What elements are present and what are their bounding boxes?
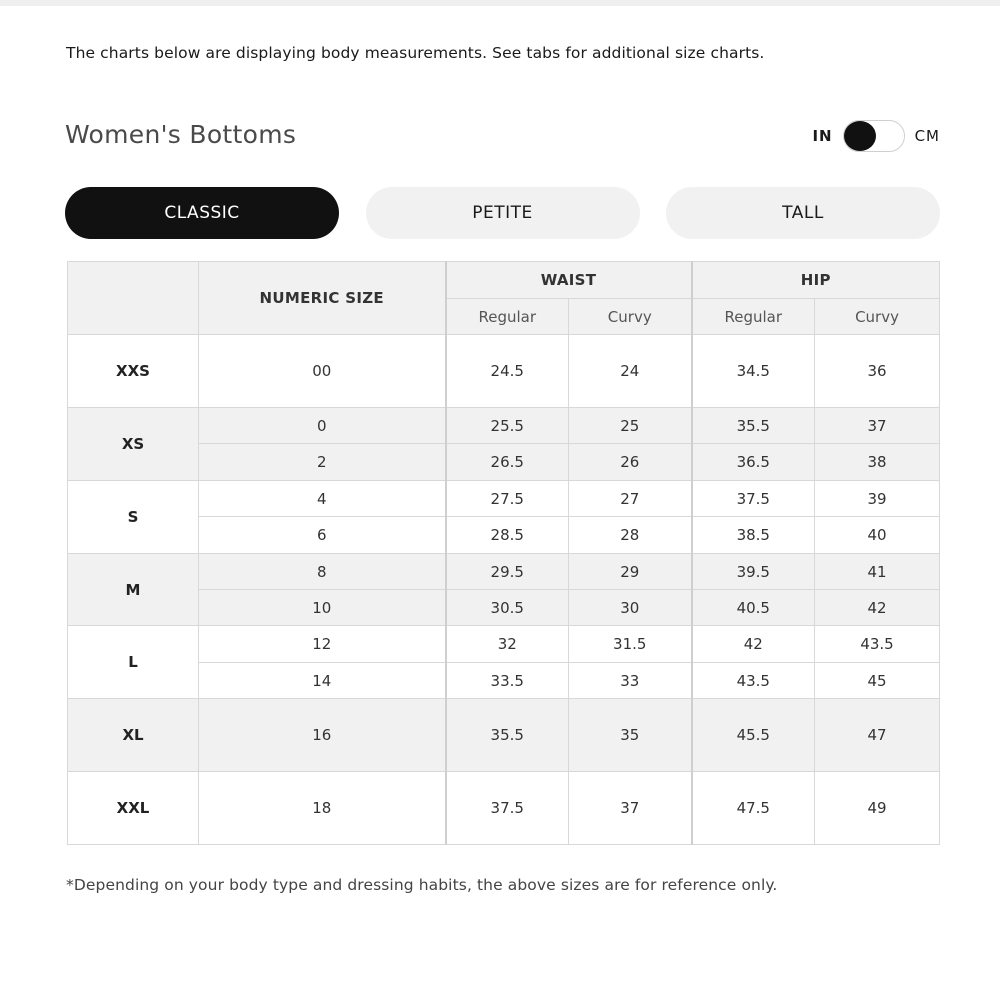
- tab-tall[interactable]: TALL: [666, 187, 940, 239]
- hip-regular-cell: 39.5: [692, 554, 815, 590]
- waist-regular-cell: 24.5: [446, 335, 569, 408]
- size-label-cell: XS: [68, 408, 199, 481]
- waist-regular-cell: 33.5: [446, 663, 569, 699]
- unit-toggle: [812, 118, 940, 154]
- hip-curvy-cell: 40: [815, 517, 940, 554]
- waist-curvy-cell: 37: [569, 772, 692, 845]
- waist-regular-cell: 27.5: [446, 481, 569, 517]
- waist-curvy-cell: 27: [569, 481, 692, 517]
- waist-regular-header: Regular: [446, 299, 569, 335]
- waist-regular-cell: 35.5: [446, 699, 569, 772]
- numeric-size-cell: 8: [199, 554, 446, 590]
- hip-regular-cell: 42: [692, 626, 815, 663]
- hip-header: HIP: [692, 262, 940, 299]
- hip-regular-cell: 45.5: [692, 699, 815, 772]
- numeric-size-cell: 4: [199, 481, 446, 517]
- hip-curvy-cell: 43.5: [815, 626, 940, 663]
- size-label-cell: M: [68, 554, 199, 626]
- size-chart-table: [67, 261, 940, 845]
- fit-tabs: [65, 187, 940, 239]
- waist-regular-cell: 37.5: [446, 772, 569, 845]
- hip-regular-cell: 37.5: [692, 481, 815, 517]
- size-label-cell: XXS: [68, 335, 199, 408]
- size-label-cell: XL: [68, 699, 199, 772]
- hip-curvy-cell: 47: [815, 699, 940, 772]
- waist-regular-cell: 32: [446, 626, 569, 663]
- tab-petite[interactable]: PETITE: [366, 187, 640, 239]
- size-label-cell: XXL: [68, 772, 199, 845]
- table-row: [68, 335, 940, 408]
- size-label-cell: L: [68, 626, 199, 699]
- waist-regular-cell: 30.5: [446, 590, 569, 626]
- hip-regular-cell: 43.5: [692, 663, 815, 699]
- table-row: [68, 408, 940, 444]
- waist-regular-cell: 26.5: [446, 444, 569, 481]
- waist-curvy-cell: 30: [569, 590, 692, 626]
- waist-curvy-cell: 35: [569, 699, 692, 772]
- table-row: [68, 444, 940, 481]
- hip-regular-cell: 38.5: [692, 517, 815, 554]
- numeric-size-cell: 10: [199, 590, 446, 626]
- section-title: Women's Bottoms: [65, 120, 297, 149]
- intro-text: The charts below are displaying body measurements. See tabs for additional size charts.: [66, 44, 765, 62]
- hip-curvy-cell: 41: [815, 554, 940, 590]
- hip-curvy-cell: 38: [815, 444, 940, 481]
- table-row: [68, 699, 940, 772]
- waist-header: WAIST: [446, 262, 692, 299]
- unit-label-in[interactable]: IN: [812, 127, 833, 145]
- hip-curvy-cell: 49: [815, 772, 940, 845]
- hip-curvy-cell: 37: [815, 408, 940, 444]
- table-row: [68, 554, 940, 590]
- tab-classic[interactable]: CLASSIC: [65, 187, 339, 239]
- numeric-size-cell: 16: [199, 699, 446, 772]
- hip-curvy-cell: 39: [815, 481, 940, 517]
- waist-curvy-header: Curvy: [569, 299, 692, 335]
- numeric-size-cell: 0: [199, 408, 446, 444]
- table-row: [68, 772, 940, 845]
- numeric-size-cell: 6: [199, 517, 446, 554]
- hip-curvy-cell: 45: [815, 663, 940, 699]
- unit-label-cm[interactable]: CM: [914, 127, 940, 145]
- waist-curvy-cell: 24: [569, 335, 692, 408]
- table-row: [68, 517, 940, 554]
- table-row: [68, 626, 940, 663]
- numeric-size-cell: 12: [199, 626, 446, 663]
- numeric-size-cell: 00: [199, 335, 446, 408]
- hip-regular-cell: 47.5: [692, 772, 815, 845]
- waist-curvy-cell: 25: [569, 408, 692, 444]
- footnote: *Depending on your body type and dressing habits, the above sizes are for reference only.: [66, 876, 778, 894]
- waist-curvy-cell: 31.5: [569, 626, 692, 663]
- numeric-size-cell: 18: [199, 772, 446, 845]
- waist-regular-cell: 29.5: [446, 554, 569, 590]
- switch-knob[interactable]: [844, 121, 876, 151]
- numeric-size-cell: 2: [199, 444, 446, 481]
- hip-curvy-cell: 36: [815, 335, 940, 408]
- waist-regular-cell: 25.5: [446, 408, 569, 444]
- hip-regular-cell: 36.5: [692, 444, 815, 481]
- hip-curvy-cell: 42: [815, 590, 940, 626]
- table-row: [68, 663, 940, 699]
- unit-switch[interactable]: [843, 120, 905, 152]
- top-divider: [0, 0, 1000, 6]
- hip-regular-cell: 35.5: [692, 408, 815, 444]
- hip-regular-header: Regular: [692, 299, 815, 335]
- table-row: [68, 590, 940, 626]
- hip-regular-cell: 40.5: [692, 590, 815, 626]
- waist-regular-cell: 28.5: [446, 517, 569, 554]
- table-row: [68, 481, 940, 517]
- waist-curvy-cell: 28: [569, 517, 692, 554]
- numeric-size-cell: 14: [199, 663, 446, 699]
- hip-curvy-header: Curvy: [815, 299, 940, 335]
- waist-curvy-cell: 26: [569, 444, 692, 481]
- size-label-cell: S: [68, 481, 199, 554]
- corner-header-cell: [68, 262, 199, 335]
- hip-regular-cell: 34.5: [692, 335, 815, 408]
- waist-curvy-cell: 33: [569, 663, 692, 699]
- waist-curvy-cell: 29: [569, 554, 692, 590]
- numeric-size-header: NUMERIC SIZE: [199, 262, 446, 335]
